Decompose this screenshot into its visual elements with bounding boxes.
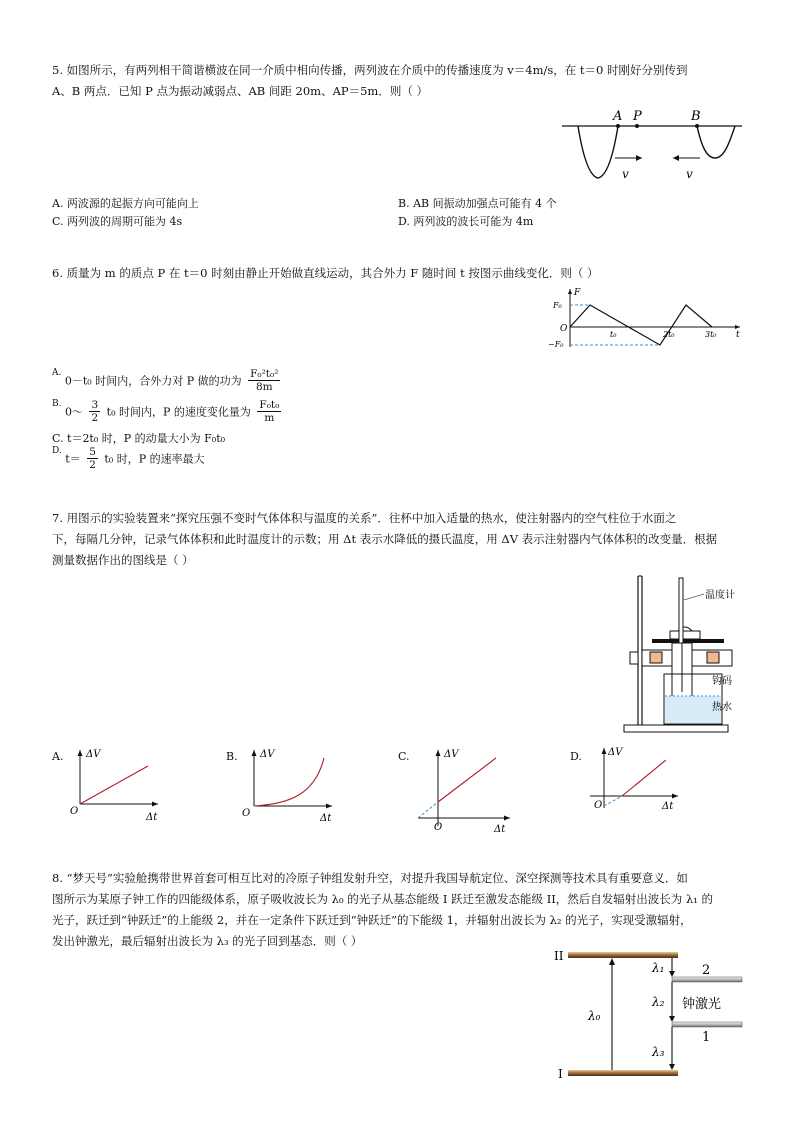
q6-option-a-fraction xyxy=(248,368,280,393)
q7-graph-a-line xyxy=(80,766,148,804)
q6-option-d-den: 2 xyxy=(89,459,96,471)
q7-line3: 测量数据作出的图线是（ ） xyxy=(52,553,194,567)
q7-graph-a-x-arrow xyxy=(152,802,158,807)
q7-graph-b-x-label: Δt xyxy=(320,813,332,822)
q6-force-graph xyxy=(540,285,745,355)
q8-label-clock-laser: 钟激光 xyxy=(682,997,722,1012)
q5-line1: 5. 如图所示，有两列相干简谐横波在同一介质中相向传播，两列波在介质中的传播速度为 v＝4m/s，在 t＝0 时刚好分别传到 xyxy=(52,63,688,77)
q8-level-1 xyxy=(672,1022,742,1027)
q6-option-d-fraction xyxy=(87,446,98,471)
q8-line4: 发出钟激光，最后辐射出波长为 λ₃ 的光子回到基态．则（ ） xyxy=(52,934,363,948)
q7-graph-a-x-label: Δt xyxy=(146,812,158,822)
q6-force-curve xyxy=(570,305,712,345)
q7-graph-d-y-label: ΔV xyxy=(608,747,623,758)
q7-weight-block xyxy=(670,631,700,639)
q7-graph-c-x-label: Δt xyxy=(494,824,506,834)
q5-point-p xyxy=(635,124,639,128)
q7-graph-a[interactable] xyxy=(66,744,166,822)
q6-option-b-small-num: 3 xyxy=(91,399,99,411)
q8-line3: 光子，跃迁到“钟跃迁”的上能级 2，并在一定条件下跃迁到“钟跃迁”的下能级 1，并辐射出波长为 λ₂ 的光子，实现受激辐射， xyxy=(52,913,692,927)
q8-lambda0-arrowhead xyxy=(609,958,615,965)
q6-label-f0: F₀ xyxy=(553,301,562,310)
q8-line2: 图所示为某原子钟工作的四能级体系，原子吸收波长为 λ₀ 的光子从基态能级 I 跃迁至激发态能级 II，然后自发辐射出波长为 λ₁ 的 xyxy=(52,892,714,906)
q7-piston-plate xyxy=(652,639,724,643)
q6-option-b-small-fraction xyxy=(89,399,100,424)
q7-graph-c-extension xyxy=(418,802,438,818)
q8-label-ii: II xyxy=(554,949,564,963)
q7-stem xyxy=(52,508,752,571)
q7-graph-c[interactable] xyxy=(414,744,514,834)
q8-level-i xyxy=(568,1070,678,1076)
q8-label-lambda2: λ₂ xyxy=(652,995,665,1009)
q7-graph-a-y-label: ΔV xyxy=(86,749,101,760)
q7-clamp-pad-right xyxy=(707,652,719,663)
q6-label-2t0: 2t₀ xyxy=(663,330,675,339)
q8-label-level-2: 2 xyxy=(702,963,711,978)
q6-option-b-num: F₀t₀ xyxy=(259,399,280,411)
q5-option-d[interactable]: D. 两列波的波长可能为 4m xyxy=(398,215,534,228)
q7-line1: 7. 用图示的实验装置来“探究压强不变时气体体积与温度的关系”．往杯中加入适量的热水，使注射器内的空气柱位于水面之 xyxy=(52,511,677,525)
q7-option-d-label[interactable]: D. xyxy=(570,750,582,763)
q6-option-b-small-den: 2 xyxy=(91,412,99,424)
q7-clamp-knob xyxy=(630,652,638,664)
q8-line1: 8. “梦天号”实验舱携带世界首套可相互比对的冷原子钟组发射升空，对提升我国导航定位、深空探测等技术具有重要意义．如 xyxy=(52,871,688,885)
q6-label-t: t xyxy=(736,330,740,340)
q7-graph-d-origin: O xyxy=(594,800,603,811)
q7-stand-base xyxy=(624,725,728,732)
q8-label-lambda1: λ₁ xyxy=(652,961,665,975)
q8-level-ii xyxy=(568,952,678,958)
q6-option-b-prefix: B. xyxy=(52,399,62,409)
q6-option-a-prefix: A. xyxy=(52,368,62,378)
q5-point-a xyxy=(616,124,620,128)
q5-v2: v xyxy=(686,167,693,181)
q7-graph-d-x-arrow xyxy=(672,794,678,799)
q7-clamp-pad-left xyxy=(650,652,662,663)
q7-graph-b-curve xyxy=(254,758,324,806)
q8-lambda3-arrowhead xyxy=(669,1064,675,1070)
q6-option-b[interactable] xyxy=(52,399,284,424)
q6-option-d-prefix: D. xyxy=(52,446,62,456)
q6-option-a-text: 0－t₀ 时间内，合外力对 P 做的功为 xyxy=(64,374,242,388)
q7-label-hot-water: 热水 xyxy=(712,702,732,713)
q7-line2: 下，每隔几分钟，记录气体体积和此时温度计的示数；用 Δt 表示水降低的摄氏温度，用 ΔV 表示注射器内气体体积的改变量．根据 xyxy=(52,532,718,546)
q7-graph-b-x-arrow xyxy=(326,804,332,809)
q6-option-a-num: F₀²t₀² xyxy=(250,368,279,380)
q7-graph-b-y-label: ΔV xyxy=(260,749,275,760)
q8-label-lambda3: λ₃ xyxy=(652,1045,665,1059)
q6-stem: 6. 质量为 m 的质点 P 在 t＝0 时刻由静止开始做直线运动，其合外力 F 随时间 t 按图示曲线变化．则（ ） xyxy=(52,266,599,280)
q7-graph-a-y-arrow xyxy=(78,750,83,756)
q6-option-b-text2: t₀ 时间内，P 的速度变化量为 xyxy=(106,405,251,419)
q7-graph-d-extension xyxy=(604,796,622,806)
q6-option-d-text1: t＝ xyxy=(65,452,81,466)
q5-arrowhead-right xyxy=(636,155,642,161)
q8-energy-level-figure xyxy=(548,944,748,1084)
q7-graph-d-x-label: Δt xyxy=(662,801,674,812)
q7-graph-b[interactable] xyxy=(240,744,340,822)
q6-option-a[interactable] xyxy=(52,368,283,393)
q5-option-b[interactable]: B. AB 间振动加强点可能有 4 个 xyxy=(398,197,557,210)
q6-option-d-num: 5 xyxy=(89,446,96,458)
q7-graph-c-origin: O xyxy=(434,822,443,833)
q7-graph-a-origin: O xyxy=(70,806,79,817)
q6-option-b-den: m xyxy=(264,412,275,424)
q7-option-b-label[interactable]: B. xyxy=(226,750,238,763)
q5-wave-right xyxy=(697,126,735,158)
q8-stem xyxy=(52,868,752,952)
q5-line2: A、B 两点．已知 P 点为振动减弱点、AB 间距 20m、AP＝5m．则（ ） xyxy=(52,84,428,98)
q5-wave-left xyxy=(578,126,618,178)
q8-label-level-1: 1 xyxy=(702,1030,711,1045)
q7-graph-b-origin: O xyxy=(242,808,251,819)
q7-option-c-label[interactable]: C. xyxy=(398,750,410,763)
q6-label-f: F xyxy=(574,288,581,298)
q8-label-lambda0: λ₀ xyxy=(588,1009,601,1023)
q6-f-arrow xyxy=(568,289,572,294)
q6-option-d[interactable] xyxy=(52,446,205,471)
q6-label-3t0: 3t₀ xyxy=(705,330,717,339)
q7-graph-d[interactable] xyxy=(586,744,686,816)
question-5-stem xyxy=(52,60,752,102)
q7-graph-c-y-arrow xyxy=(436,750,441,756)
q6-t-arrow xyxy=(735,325,740,329)
q6-label-o: O xyxy=(560,324,568,334)
q5-wave-figure xyxy=(560,106,745,186)
q5-option-a[interactable]: A. 两波源的起振方向可能向上 xyxy=(52,197,199,210)
q7-option-a-label[interactable]: A. xyxy=(52,750,64,763)
q8-label-i: I xyxy=(558,1067,563,1081)
q5-arrowhead-left xyxy=(673,155,679,161)
q5-label-a: A xyxy=(613,109,623,124)
q7-graph-d-line xyxy=(622,760,666,796)
q7-graph-b-y-arrow xyxy=(252,750,257,756)
q7-label-weight: 钩码 xyxy=(712,676,732,687)
q7-label-thermometer: 温度计 xyxy=(705,590,735,601)
q7-thermo-pointer xyxy=(684,594,704,600)
q5-label-b: B xyxy=(691,109,701,124)
q7-graph-d-y-arrow xyxy=(602,748,607,754)
q6-label-negf0: −F₀ xyxy=(548,340,564,349)
q6-option-c[interactable]: C. t＝2t₀ 时，P 的动量大小为 F₀t₀ xyxy=(52,432,226,445)
q7-graph-c-x-arrow xyxy=(504,816,510,821)
q5-point-b xyxy=(695,124,699,128)
q5-label-p: P xyxy=(633,109,642,124)
q7-apparatus-figure xyxy=(612,572,752,740)
q7-graph-c-line xyxy=(438,758,496,802)
q5-v1: v xyxy=(622,167,629,181)
q6-option-a-den: 8m xyxy=(255,381,273,393)
q8-lambda1-arrowhead xyxy=(669,971,675,977)
q6-option-d-text2: t₀ 时，P 的速率最大 xyxy=(104,452,205,466)
q6-option-b-fraction xyxy=(257,399,281,424)
q6-label-t0: t₀ xyxy=(610,330,617,339)
q6-option-b-text1: 0～ xyxy=(64,405,83,419)
q5-option-c[interactable]: C. 两列波的周期可能为 4s xyxy=(52,215,183,228)
q7-graph-c-y-label: ΔV xyxy=(444,749,459,760)
q8-lambda2-arrowhead xyxy=(669,1016,675,1022)
